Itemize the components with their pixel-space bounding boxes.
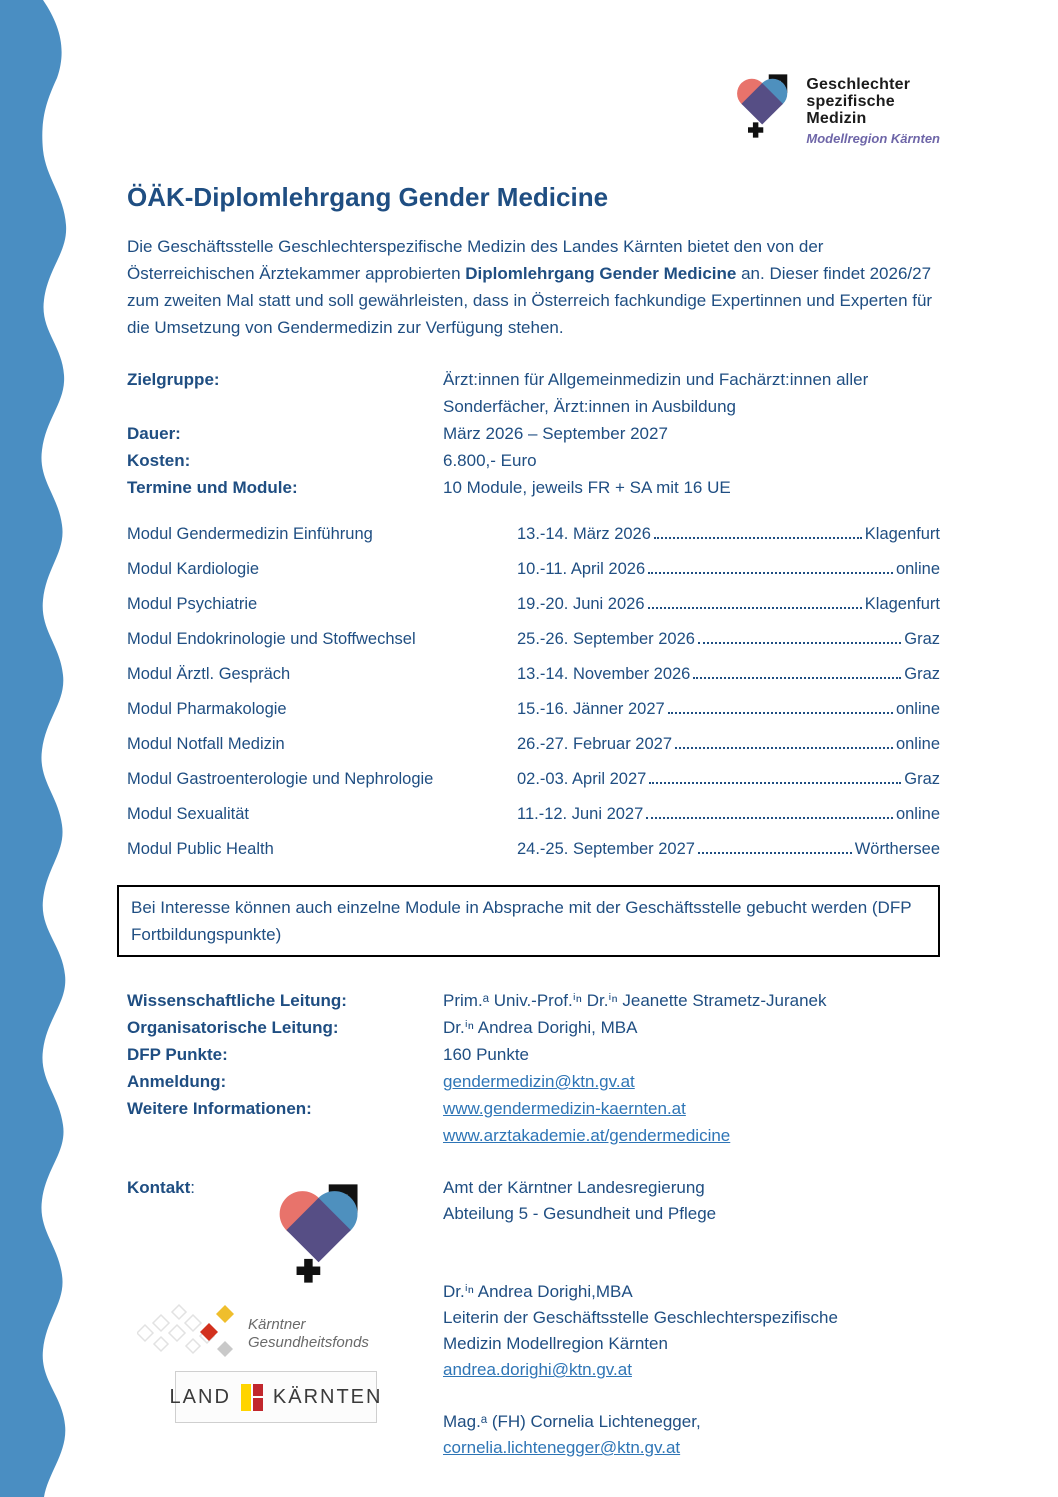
module-date: 26.-27. Februar 2027 [517,735,673,753]
kaerntner-gesundheitsfonds-logo [137,1303,369,1365]
module-row [127,630,940,665]
module-location: Graz [904,665,940,683]
leitung-row-dfp [127,1041,940,1068]
module-row [127,770,940,805]
module-name: Modul Psychiatrie [127,595,258,613]
module-date: 02.-03. April 2027 [517,770,647,788]
contact-label-colon: : [190,1178,196,1197]
leitung-label: Anmeldung: [127,1072,227,1091]
module-location: online [895,805,940,823]
fact-value: 10 Module, jeweils FR + SA mit 16 UE [443,478,731,497]
kaernten-word: KÄRNTEN [272,1386,383,1408]
leitung-value: 160 Punkte [443,1045,530,1064]
intro-paragraph [127,233,940,341]
fact-label: Termine und Module: [127,478,298,497]
leitung-row-wissenschaftlich [127,987,940,1014]
land-kaernten-emblem-icon [241,1384,263,1411]
contact-section [127,1175,940,1461]
contact-label-text: Kontakt [127,1178,191,1197]
module-name: Modul Kardiologie [127,560,260,578]
module-name: Modul Endokrinologie und Stoffwechsel [127,630,416,648]
contact-person1-email-link[interactable]: andrea.dorighi@ktn.gv.at [443,1360,632,1379]
module-date: 13.-14. März 2026 [517,525,651,543]
fact-value: Ärzt:innen für Allgemeinmedizin und Fachärzt:innen aller Sonderfächer, Ärzt:innen in Ausbildung [443,370,869,416]
module-date: 11.-12. Juni 2027 [517,805,644,823]
leitung-row-informationen [127,1095,940,1149]
dotted-leader [668,712,893,714]
fact-value: März 2026 – September 2027 [443,424,668,443]
module-location: online [895,560,940,578]
contact-left-column [127,1175,443,1461]
module-date: 25.-26. September 2026 [517,630,695,648]
leitung-label: Organisatorische Leitung: [127,1018,339,1037]
contact-org-line2: Abteilung 5 - Gesundheit und Pflege [443,1204,717,1223]
module-name: Modul Gendermedizin Einführung [127,525,373,543]
fonds-diamonds-icon [137,1303,242,1365]
contact-person2-name: Mag.ᵃ (FH) Cornelia Lichtenegger, [443,1412,701,1431]
page-title: ÖÄK-Diplomlehrgang Gender Medicine [127,182,609,212]
module-location: online [895,735,940,753]
dotted-leader [698,642,901,644]
contact-right-column [443,1175,940,1461]
info-website-link-2[interactable]: www.arztakademie.at/gendermedicine [443,1126,731,1145]
dotted-leader [648,607,862,609]
fonds-line1: Kärntner [248,1316,306,1333]
management-section [127,987,940,1149]
module-location: Klagenfurt [864,525,940,543]
land-kaernten-logo [169,1371,383,1423]
dotted-leader [646,817,893,819]
fact-row-termine [127,474,940,501]
fact-row-dauer [127,420,940,447]
module-row [127,840,940,875]
brand-subtitle: Modellregion Kärnten [806,131,940,146]
module-date: 24.-25. September 2027 [517,840,695,858]
gender-heart-icon-large [277,1181,372,1286]
contact-person1-role1: Leiterin der Geschäftsstelle Geschlechterspezifische [443,1308,838,1327]
module-location: Klagenfurt [864,595,940,613]
module-name: Modul Pharmakologie [127,700,287,718]
brand-line1: Geschlechter [806,76,911,93]
module-date: 13.-14. November 2026 [517,665,691,683]
module-location: Wörthersee [854,840,940,858]
module-name: Modul Ärztl. Gespräch [127,665,291,683]
leitung-label: DFP Punkte: [127,1045,228,1064]
dotted-leader [649,782,901,784]
anmeldung-email-link[interactable]: gendermedizin@ktn.gv.at [443,1072,635,1091]
dotted-leader [693,677,901,679]
fact-row-zielgruppe [127,366,940,420]
module-date: 10.-11. April 2026 [517,560,646,578]
module-location: Graz [904,770,940,788]
brand-line3: Medizin [806,110,867,127]
module-row [127,560,940,595]
fact-value: 6.800,- Euro [443,451,537,470]
contact-org-line1: Amt der Kärntner Landesregierung [443,1178,705,1197]
brand-line2: spezifische [806,93,895,110]
dotted-leader [698,852,852,854]
module-location: online [895,700,940,718]
module-row [127,805,940,840]
dotted-leader [675,747,893,749]
leitung-label: Wissenschaftliche Leitung: [127,991,347,1010]
course-facts [127,366,940,501]
booking-note-text: Bei Interesse können auch einzelne Module in Absprache mit der Geschäftsstelle gebucht werden (DFP Fortbildungspunkte) [131,898,912,944]
module-name: Modul Public Health [127,840,274,858]
module-row [127,700,940,735]
module-name: Modul Gastroenterologie und Nephrologie [127,770,434,788]
info-website-link-1[interactable]: www.gendermedizin-kaernten.at [443,1099,686,1118]
module-schedule-list [127,525,940,875]
leitung-label: Weitere Informationen: [127,1099,312,1118]
contact-person1-name: Dr.ⁱⁿ Andrea Dorighi,MBA [443,1282,633,1301]
module-date: 19.-20. Juni 2026 [517,595,645,613]
contact-person1-role2: Medizin Modellregion Kärnten [443,1334,668,1353]
fonds-logo-text [248,1316,369,1352]
fact-row-kosten [127,447,940,474]
module-row [127,525,940,560]
contact-person2-email-link[interactable]: cornelia.lichtenegger@ktn.gv.at [443,1438,681,1457]
land-word: LAND [169,1386,231,1408]
fonds-line2: Gesundheitsfonds [248,1334,369,1351]
module-row [127,595,940,630]
fact-label: Zielgruppe: [127,370,220,389]
intro-before: Die Geschäftsstelle Geschlechterspezifische Medizin des Landes Kärnten bietet den von der Österreichischen Ärztekammer approbierten [127,237,824,283]
fact-label: Kosten: [127,451,191,470]
leitung-row-organisatorisch [127,1014,940,1041]
intro-after: an. Dieser findet 2026/27 zum zweiten Mal statt und soll gewährleisten, dass in Österreich fachkundige Expertinnen und Experten für die Umsetzung von Gendermedizin zur Verfügung stehen. [127,264,933,337]
leitung-row-anmeldung [127,1068,940,1095]
module-row [127,735,940,770]
fact-label: Dauer: [127,424,181,443]
intro-bold: Diplomlehrgang Gender Medicine [465,264,737,283]
leitung-value: Prim.ᵃ Univ.-Prof.ⁱⁿ Dr.ⁱⁿ Jeanette Strametz-Juranek [443,991,827,1010]
module-row [127,665,940,700]
module-name: Modul Sexualität [127,805,249,823]
leitung-value: Dr.ⁱⁿ Andrea Dorighi, MBA [443,1018,638,1037]
module-location: Graz [904,630,940,648]
module-date: 15.-16. Jänner 2027 [517,700,665,718]
dotted-leader [654,537,862,539]
module-name: Modul Notfall Medizin [127,735,285,753]
booking-note-box [117,885,940,957]
dotted-leader [648,572,893,574]
